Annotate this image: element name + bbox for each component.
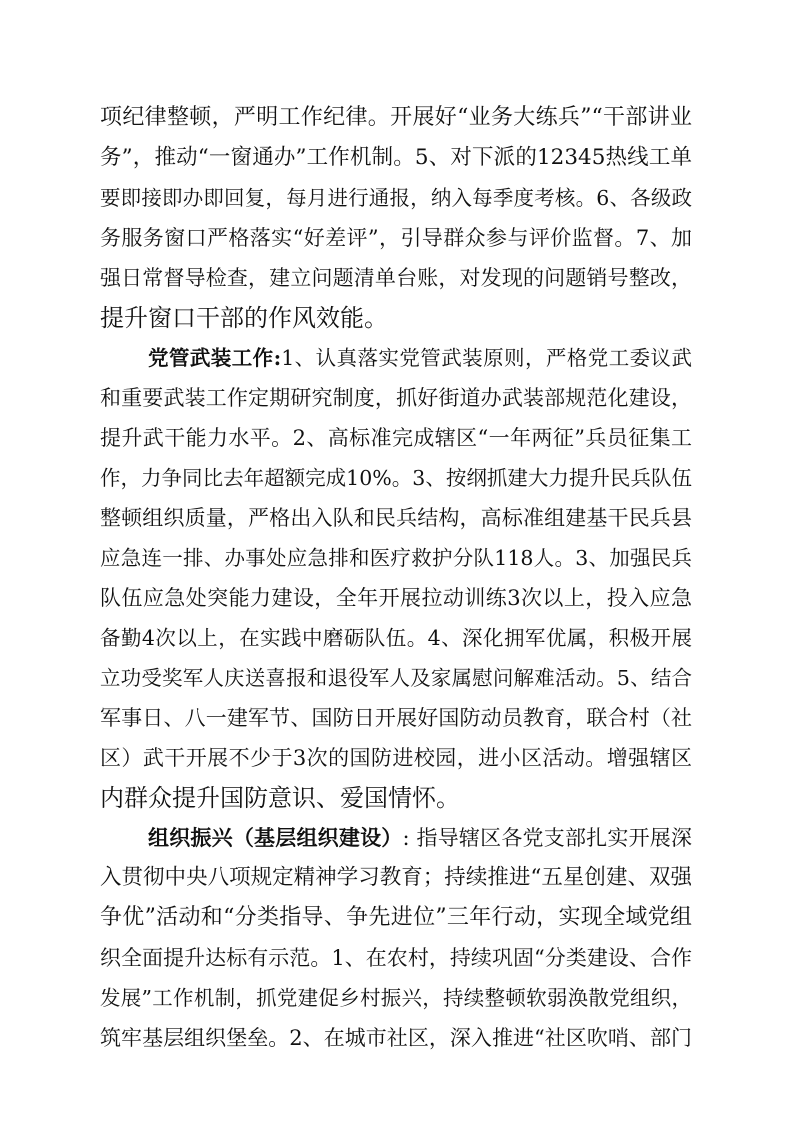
- text-line: 务服务窗口严格落实“好差评”，引导群众参与评价监督。7、加: [100, 226, 692, 250]
- text-line: 争优”活动和“分类指导、争先进位”三年行动，实现全域党组: [100, 905, 692, 930]
- text-line: 织全面提升达标有示范。1、在农村，持续巩固“分类建设、合作: [100, 946, 692, 970]
- text-segment: : 指导辖区各党支部扎实开展深: [402, 826, 692, 850]
- text-line: 备勤4次以上，在实践中磨砺队伍。4、深化拥军优属，积极开展: [100, 626, 692, 650]
- section-heading-organization: 组织振兴（基层组织建设）: [148, 825, 403, 850]
- text-line: 应急连一排、办事处应急排和医疗救护分队118人。3、加强民兵: [100, 546, 692, 570]
- text-line: 提升窗口干部的作风效能。: [100, 304, 388, 332]
- text-line: 筑牢基层组织堡垒。2、在城市社区，深入推进“社区吹哨、部门: [100, 1026, 692, 1050]
- text-line: 和重要武装工作定期研究制度，抓好街道办武装部规范化建设，: [100, 386, 692, 410]
- section-first-line: [148, 338, 692, 378]
- section-first-line: [148, 818, 692, 858]
- text-line: 内群众提升国防意识、爱国情怀。: [100, 784, 460, 812]
- text-line: 发展”工作机制，抓党建促乡村振兴，持续整顿软弱涣散党组织，: [100, 986, 692, 1010]
- text-line: 立功受奖军人庆送喜报和退役军人及家属慰问解难活动。5、结合: [100, 666, 692, 690]
- text-line: 军事日、八一建军节、国防日开展好国防动员教育，联合村（社: [100, 706, 692, 730]
- text-line: 作，力争同比去年超额完成10%。3、按纲抓建大力提升民兵队伍: [100, 466, 692, 490]
- text-line: 整顿组织质量，严格出入队和民兵结构，高标准组建基干民兵县: [100, 506, 692, 530]
- text-line: 要即接即办即回复，每月进行通报，纳入每季度考核。6、各级政: [100, 186, 692, 210]
- text-line: 强日常督导检查，建立问题清单台账，对发现的问题销号整改，: [100, 266, 692, 290]
- text-line: 项纪律整顿，严明工作纪律。开展好“业务大练兵”“干部讲业: [100, 105, 692, 130]
- text-line: 区）武干开展不少于3次的国防进校园，进小区活动。增强辖区: [100, 746, 692, 770]
- text-line: 提升武干能力水平。2、高标准完成辖区“一年两征”兵员征集工: [100, 426, 692, 450]
- text-line: 入贯彻中央八项规定精神学习教育；持续推进“五星创建、双强: [100, 865, 692, 890]
- text-line: 务”，推动“一窗通办”工作机制。5、对下派的12345热线工单: [100, 145, 692, 170]
- text-line: 队伍应急处突能力建设，全年开展拉动训练3次以上，投入应急: [100, 586, 692, 610]
- section-heading-armed-forces: 党管武装工作:: [148, 346, 282, 370]
- text-segment: 1、认真落实党管武装原则，严格党工委议武: [281, 346, 692, 370]
